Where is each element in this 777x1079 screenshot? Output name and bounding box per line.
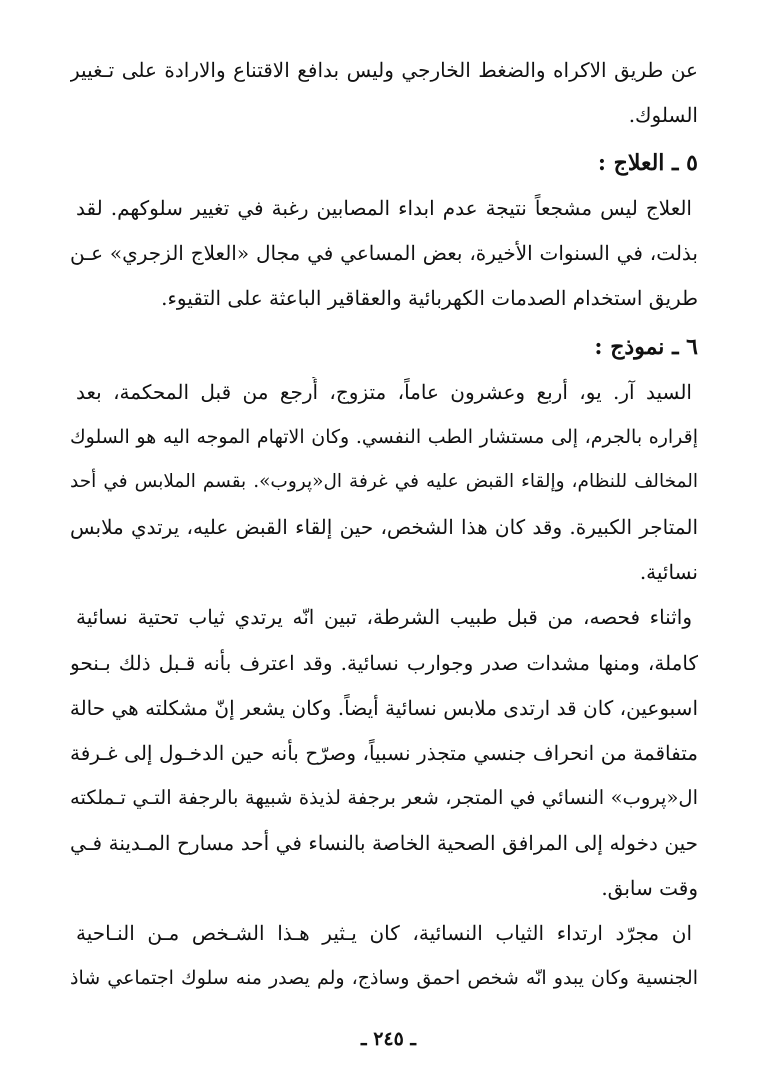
body-line: إقراره بالجرم، إلى مستشار الطب النفسي. وكان الاتهام الموجه اليه هو السلوك [70,426,698,448]
body-line: السلوك. [628,103,698,127]
body-line: بذلت، في السنوات الأخيرة، بعض المساعي في مجال «العلاج الزجري» عـن [70,241,698,265]
body-line: طريق استخدام الصدمات الكهربائية والعقاقير الباعثة على التقيوء. [161,286,698,310]
body-line: المتاجر الكبيرة. وقد كان هذا الشخص، حين إلقاء القبض عليه، يرتدي ملابس [70,515,698,539]
body-line: عن طريق الاكراه والضغط الخارجي وليس بدافع الاقتناع والارادة على تـغيير [70,58,698,82]
body-line: متفاقمة من انحراف جنسي متجذر نسبياً، وصرّح بأنه حين الدخـول إلى غـرفة [70,741,698,765]
body-line: وقت سابق. [601,876,698,900]
section-heading: ٥ ـ العلاج : [597,150,698,176]
body-line: السيد آر. يو، أربع وعشرون عاماً، متزوج، أُرجع من قبل المحكمة، بعد [76,380,692,404]
body-line: المخالف للنظام، وإلقاء القبض عليه في غرفة ال«پروب». بقسم الملابس في أحد [70,471,698,492]
body-line: نسائية. [639,560,698,584]
body-line: العلاج ليس مشجعاً نتيجة عدم ابداء المصابين رغبة في تغيير سلوكهم. لقد [76,196,692,220]
section-heading: ٦ ـ نموذج : [594,334,698,360]
body-line: ال«پروب» النسائي في المتجر، شعر برجفة لذيذة شبيهة بالرجفة التـي تـملكته [70,786,698,809]
body-line: واثناء فحصه، من قبل طبيب الشرطة، تبين انّه يرتدي ثياب تحتية نسائية [76,605,692,629]
body-line: حين دخوله إلى المرافق الصحية الخاصة بالنساء في أحد مسارح المـدينة فـي [70,831,698,855]
body-line: ان مجرّد ارتداء الثياب النسائية، كان يـثير هـذا الشـخص مـن النـاحية [76,921,692,945]
body-line: كاملة، ومنها مشدات صدر وجوارب نسائية. وقد اعترف بأنه قـبل ذلك بـنحو [70,651,698,675]
body-line: الجنسية وكان يبدو انّه شخص احمق وساذج، ولم يصدر منه سلوك اجتماعي شاذ [70,967,698,989]
body-line: اسبوعين، كان قد ارتدى ملابس نسائية أيضاً. وكان يشعر إنّ مشكلته هي حالة [70,696,698,720]
page-number: ـ ٢٤٥ ـ [361,1028,416,1050]
